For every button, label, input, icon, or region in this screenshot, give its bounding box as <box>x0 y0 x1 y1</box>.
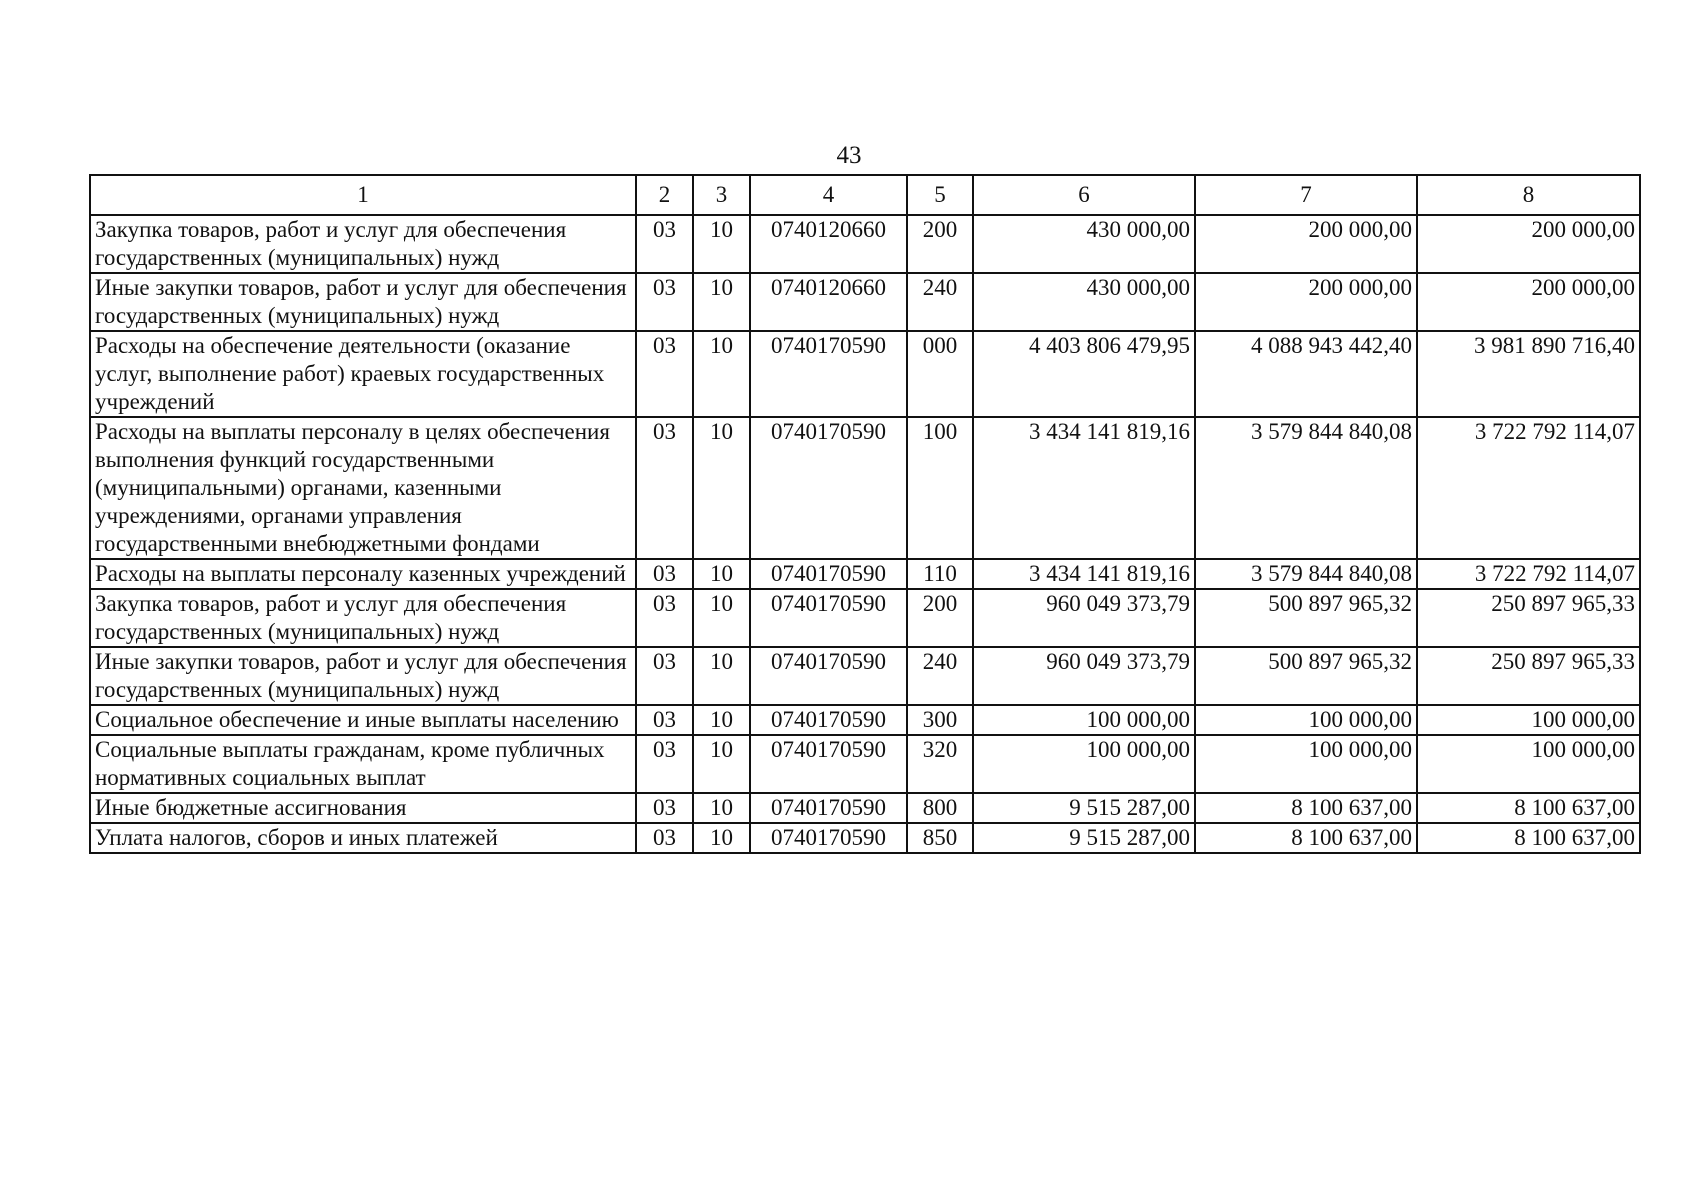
column-header: 1 <box>90 175 636 215</box>
target-article-cell: 0740170590 <box>750 331 907 417</box>
target-article-cell: 0740120660 <box>750 273 907 331</box>
amount-cell-col8: 3 722 792 114,07 <box>1417 417 1640 559</box>
expense-type-cell: 200 <box>907 589 973 647</box>
target-article-cell: 0740170590 <box>750 705 907 735</box>
amount-cell-col7: 3 579 844 840,08 <box>1195 559 1417 589</box>
amount-cell-col8: 200 000,00 <box>1417 273 1640 331</box>
budget-table <box>89 174 1641 854</box>
table-row <box>90 705 1640 735</box>
table-row <box>90 589 1640 647</box>
row-name-cell: Иные бюджетные ассигнования <box>90 793 636 823</box>
table-row <box>90 273 1640 331</box>
amount-cell-col6: 9 515 287,00 <box>973 793 1195 823</box>
amount-cell-col8: 3 981 890 716,40 <box>1417 331 1640 417</box>
subsection-code-cell: 10 <box>693 823 750 853</box>
table-row <box>90 417 1640 559</box>
row-name-cell: Социальное обеспечение и иные выплаты населению <box>90 705 636 735</box>
expense-type-cell: 850 <box>907 823 973 853</box>
subsection-code-cell: 10 <box>693 589 750 647</box>
section-code-cell: 03 <box>636 559 693 589</box>
section-code-cell: 03 <box>636 735 693 793</box>
subsection-code-cell: 10 <box>693 559 750 589</box>
amount-cell-col8: 100 000,00 <box>1417 705 1640 735</box>
target-article-cell: 0740170590 <box>750 589 907 647</box>
section-code-cell: 03 <box>636 793 693 823</box>
row-name-cell: Расходы на выплаты персоналу в целях обеспечения выполнения функций государственными (муниципальными) органами, казенными учреждениями, органами управления государственными внебюджетными фондами <box>90 417 636 559</box>
column-header: 3 <box>693 175 750 215</box>
section-code-cell: 03 <box>636 647 693 705</box>
subsection-code-cell: 10 <box>693 793 750 823</box>
row-name-cell: Социальные выплаты гражданам, кроме публичных нормативных социальных выплат <box>90 735 636 793</box>
subsection-code-cell: 10 <box>693 647 750 705</box>
amount-cell-col6: 3 434 141 819,16 <box>973 417 1195 559</box>
row-name-cell: Закупка товаров, работ и услуг для обеспечения государственных (муниципальных) нужд <box>90 589 636 647</box>
column-header: 4 <box>750 175 907 215</box>
column-header: 6 <box>973 175 1195 215</box>
subsection-code-cell: 10 <box>693 215 750 273</box>
table-body <box>90 215 1640 853</box>
target-article-cell: 0740170590 <box>750 559 907 589</box>
section-code-cell: 03 <box>636 215 693 273</box>
expense-type-cell: 240 <box>907 273 973 331</box>
table-row <box>90 735 1640 793</box>
section-code-cell: 03 <box>636 589 693 647</box>
section-code-cell: 03 <box>636 273 693 331</box>
subsection-code-cell: 10 <box>693 735 750 793</box>
amount-cell-col7: 500 897 965,32 <box>1195 647 1417 705</box>
amount-cell-col7: 200 000,00 <box>1195 215 1417 273</box>
section-code-cell: 03 <box>636 331 693 417</box>
table-row <box>90 559 1640 589</box>
expense-type-cell: 800 <box>907 793 973 823</box>
table-row <box>90 793 1640 823</box>
amount-cell-col6: 3 434 141 819,16 <box>973 559 1195 589</box>
amount-cell-col8: 250 897 965,33 <box>1417 589 1640 647</box>
row-name-cell: Иные закупки товаров, работ и услуг для обеспечения государственных (муниципальных) нужд <box>90 273 636 331</box>
row-name-cell: Расходы на обеспечение деятельности (оказание услуг, выполнение работ) краевых государственных учреждений <box>90 331 636 417</box>
section-code-cell: 03 <box>636 823 693 853</box>
amount-cell-col8: 250 897 965,33 <box>1417 647 1640 705</box>
column-header: 2 <box>636 175 693 215</box>
amount-cell-col6: 9 515 287,00 <box>973 823 1195 853</box>
expense-type-cell: 100 <box>907 417 973 559</box>
column-header: 5 <box>907 175 973 215</box>
amount-cell-col7: 500 897 965,32 <box>1195 589 1417 647</box>
table-row <box>90 331 1640 417</box>
target-article-cell: 0740170590 <box>750 417 907 559</box>
expense-type-cell: 320 <box>907 735 973 793</box>
target-article-cell: 0740120660 <box>750 215 907 273</box>
subsection-code-cell: 10 <box>693 273 750 331</box>
row-name-cell: Иные закупки товаров, работ и услуг для обеспечения государственных (муниципальных) нужд <box>90 647 636 705</box>
target-article-cell: 0740170590 <box>750 823 907 853</box>
amount-cell-col7: 4 088 943 442,40 <box>1195 331 1417 417</box>
section-code-cell: 03 <box>636 705 693 735</box>
subsection-code-cell: 10 <box>693 417 750 559</box>
table-row <box>90 215 1640 273</box>
amount-cell-col8: 3 722 792 114,07 <box>1417 559 1640 589</box>
amount-cell-col6: 100 000,00 <box>973 705 1195 735</box>
amount-cell-col6: 430 000,00 <box>973 215 1195 273</box>
amount-cell-col8: 200 000,00 <box>1417 215 1640 273</box>
amount-cell-col6: 430 000,00 <box>973 273 1195 331</box>
row-name-cell: Расходы на выплаты персоналу казенных учреждений <box>90 559 636 589</box>
expense-type-cell: 000 <box>907 331 973 417</box>
amount-cell-col6: 960 049 373,79 <box>973 589 1195 647</box>
table-row <box>90 647 1640 705</box>
subsection-code-cell: 10 <box>693 705 750 735</box>
amount-cell-col7: 200 000,00 <box>1195 273 1417 331</box>
section-code-cell: 03 <box>636 417 693 559</box>
amount-cell-col7: 3 579 844 840,08 <box>1195 417 1417 559</box>
amount-cell-col7: 100 000,00 <box>1195 705 1417 735</box>
expense-type-cell: 110 <box>907 559 973 589</box>
expense-type-cell: 240 <box>907 647 973 705</box>
row-name-cell: Уплата налогов, сборов и иных платежей <box>90 823 636 853</box>
amount-cell-col6: 960 049 373,79 <box>973 647 1195 705</box>
subsection-code-cell: 10 <box>693 331 750 417</box>
column-header: 8 <box>1417 175 1640 215</box>
amount-cell-col7: 100 000,00 <box>1195 735 1417 793</box>
target-article-cell: 0740170590 <box>750 647 907 705</box>
amount-cell-col8: 8 100 637,00 <box>1417 793 1640 823</box>
amount-cell-col6: 100 000,00 <box>973 735 1195 793</box>
amount-cell-col8: 8 100 637,00 <box>1417 823 1640 853</box>
target-article-cell: 0740170590 <box>750 793 907 823</box>
amount-cell-col8: 100 000,00 <box>1417 735 1640 793</box>
target-article-cell: 0740170590 <box>750 735 907 793</box>
expense-type-cell: 200 <box>907 215 973 273</box>
column-header: 7 <box>1195 175 1417 215</box>
header-row <box>90 175 1640 215</box>
page-number: 43 <box>836 142 862 169</box>
expense-type-cell: 300 <box>907 705 973 735</box>
amount-cell-col6: 4 403 806 479,95 <box>973 331 1195 417</box>
amount-cell-col7: 8 100 637,00 <box>1195 823 1417 853</box>
amount-cell-col7: 8 100 637,00 <box>1195 793 1417 823</box>
row-name-cell: Закупка товаров, работ и услуг для обеспечения государственных (муниципальных) нужд <box>90 215 636 273</box>
table-row <box>90 823 1640 853</box>
